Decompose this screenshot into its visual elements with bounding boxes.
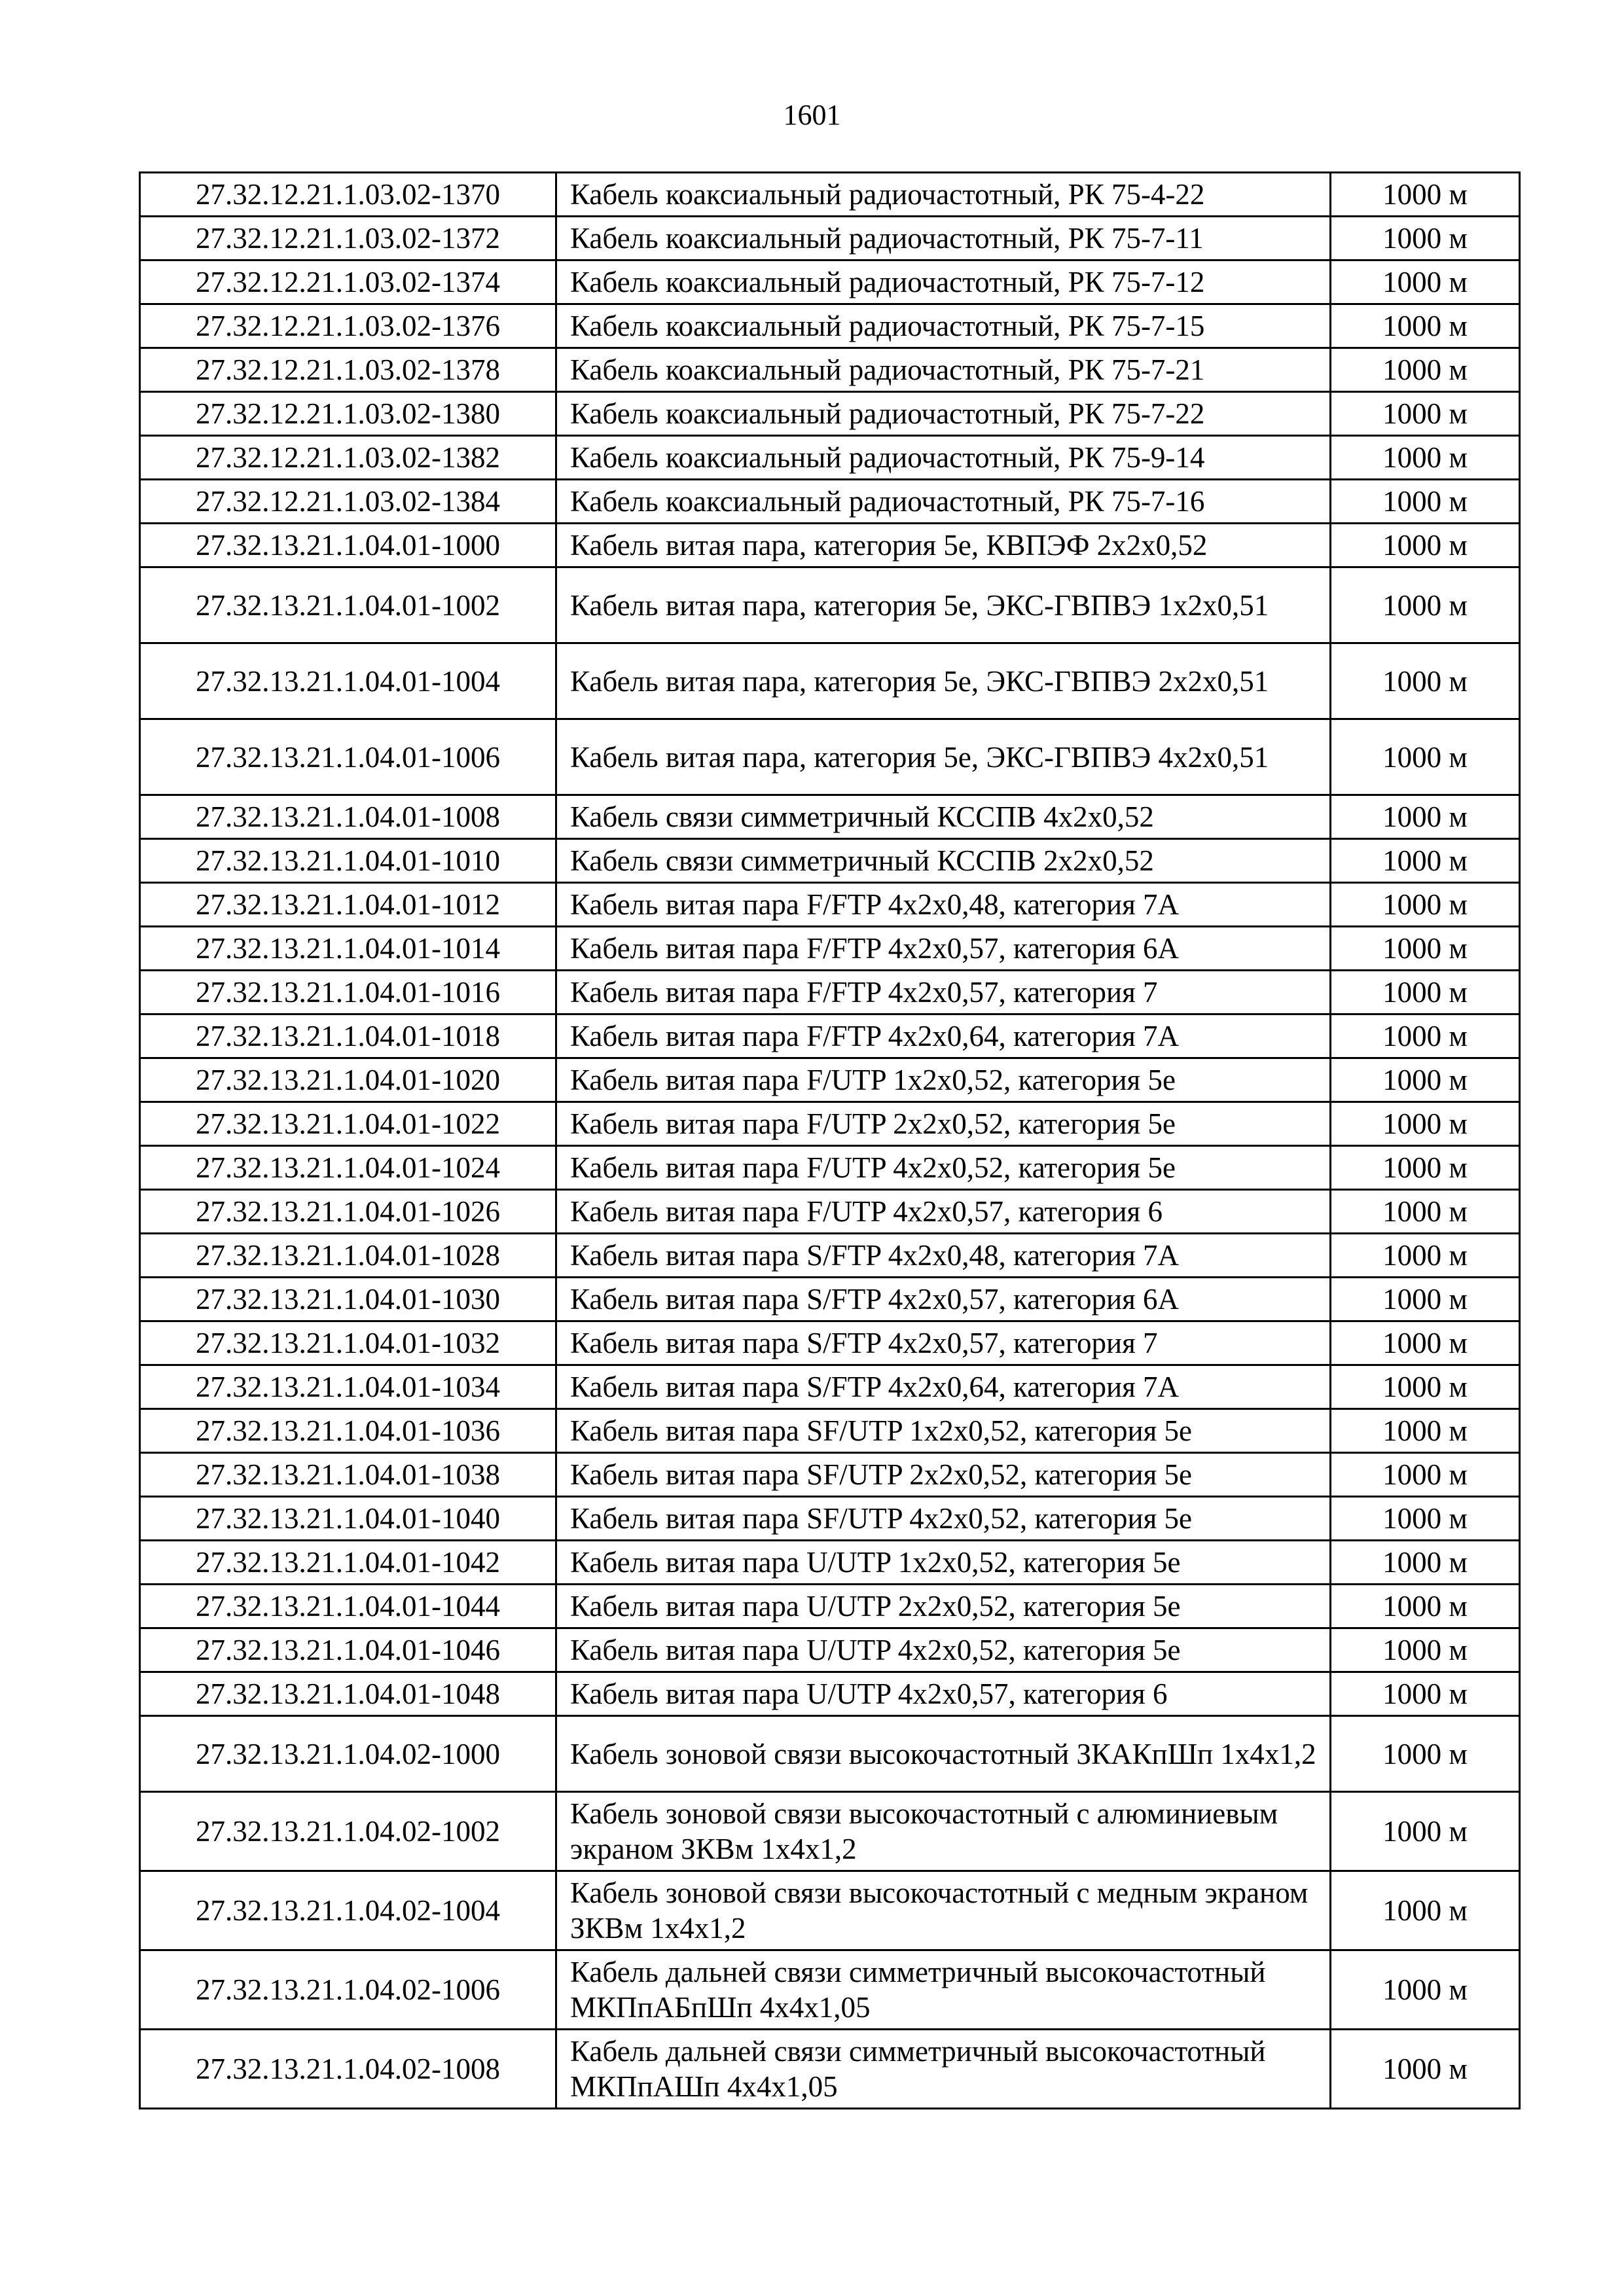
unit-cell: 1000 м — [1331, 643, 1520, 719]
resource-name-cell: Кабель дальней связи симметричный высокочастотный МКПпАШп 4х4х1,05 — [556, 2030, 1331, 2109]
table-row — [140, 524, 1520, 567]
resource-code-cell: 27.32.12.21.1.03.02-1370 — [140, 173, 556, 217]
resource-code-cell: 27.32.13.21.1.04.01-1018 — [140, 1014, 556, 1058]
unit-cell: 1000 м — [1331, 1102, 1520, 1146]
unit-cell: 1000 м — [1331, 348, 1520, 392]
resource-name-cell: Кабель витая пара S/FTP 4х2х0,48, категория 7А — [556, 1234, 1331, 1278]
resource-name-cell: Кабель витая пара, категория 5е, ЭКС-ГВПВЭ 4х2х0,51 — [556, 719, 1331, 795]
resource-name-cell: Кабель связи симметричный КССПВ 4х2х0,52 — [556, 795, 1331, 839]
table-row — [140, 1950, 1520, 2030]
table-row — [140, 1585, 1520, 1628]
unit-cell: 1000 м — [1331, 1278, 1520, 1321]
resource-name-cell: Кабель витая пара U/UTP 2х2х0,52, категория 5е — [556, 1585, 1331, 1628]
resource-code-cell: 27.32.12.21.1.03.02-1374 — [140, 260, 556, 304]
table-row — [140, 304, 1520, 348]
table-row — [140, 1321, 1520, 1365]
unit-cell: 1000 м — [1331, 480, 1520, 524]
resource-code-cell: 27.32.13.21.1.04.01-1026 — [140, 1190, 556, 1234]
unit-cell: 1000 м — [1331, 173, 1520, 217]
resource-name-cell: Кабель коаксиальный радиочастотный, РК 75-7-16 — [556, 480, 1331, 524]
resource-code-cell: 27.32.13.21.1.04.01-1004 — [140, 643, 556, 719]
resource-code-cell: 27.32.13.21.1.04.02-1008 — [140, 2030, 556, 2109]
table-row — [140, 1628, 1520, 1672]
table-row — [140, 217, 1520, 260]
table-row — [140, 643, 1520, 719]
resource-name-cell: Кабель витая пара F/UTP 4х2х0,57, категория 6 — [556, 1190, 1331, 1234]
resource-code-cell: 27.32.13.21.1.04.01-1006 — [140, 719, 556, 795]
page-number: 1601 — [783, 99, 841, 131]
unit-cell: 1000 м — [1331, 2030, 1520, 2109]
table-row — [140, 480, 1520, 524]
unit-cell: 1000 м — [1331, 1792, 1520, 1871]
resource-code-cell: 27.32.13.21.1.04.01-1046 — [140, 1628, 556, 1672]
resource-code-cell: 27.32.12.21.1.03.02-1382 — [140, 436, 556, 480]
resource-name-cell: Кабель витая пара U/UTP 4х2х0,52, категория 5е — [556, 1628, 1331, 1672]
resource-name-cell: Кабель коаксиальный радиочастотный, РК 75-9-14 — [556, 436, 1331, 480]
resource-name-cell: Кабель зоновой связи высокочастотный ЗКАКпШп 1х4х1,2 — [556, 1716, 1331, 1792]
resource-code-cell: 27.32.13.21.1.04.01-1010 — [140, 839, 556, 883]
table-row — [140, 1146, 1520, 1190]
table-row — [140, 883, 1520, 927]
unit-cell: 1000 м — [1331, 1146, 1520, 1190]
table-row — [140, 348, 1520, 392]
resource-name-cell: Кабель витая пара U/UTP 1х2х0,52, категория 5е — [556, 1541, 1331, 1585]
table-row — [140, 927, 1520, 971]
resource-code-cell: 27.32.13.21.1.04.01-1036 — [140, 1409, 556, 1453]
table-row — [140, 567, 1520, 643]
table-row — [140, 1365, 1520, 1409]
resource-name-cell: Кабель связи симметричный КССПВ 2х2х0,52 — [556, 839, 1331, 883]
resource-name-cell: Кабель витая пара, категория 5е, ЭКС-ГВПВЭ 2х2х0,51 — [556, 643, 1331, 719]
unit-cell: 1000 м — [1331, 1541, 1520, 1585]
unit-cell: 1000 м — [1331, 719, 1520, 795]
table-row — [140, 1497, 1520, 1541]
resource-name-cell: Кабель зоновой связи высокочастотный с медным экраном ЗКВм 1х4х1,2 — [556, 1871, 1331, 1950]
table-row — [140, 1792, 1520, 1871]
resource-code-cell: 27.32.13.21.1.04.01-1034 — [140, 1365, 556, 1409]
resource-code-cell: 27.32.13.21.1.04.01-1014 — [140, 927, 556, 971]
table-row — [140, 260, 1520, 304]
resource-name-cell: Кабель витая пара, категория 5е, КВПЭФ 2х2х0,52 — [556, 524, 1331, 567]
resource-code-cell: 27.32.13.21.1.04.02-1006 — [140, 1950, 556, 2030]
resource-code-cell: 27.32.12.21.1.03.02-1384 — [140, 480, 556, 524]
resource-code-cell: 27.32.13.21.1.04.01-1048 — [140, 1672, 556, 1716]
unit-cell: 1000 м — [1331, 1058, 1520, 1102]
unit-cell: 1000 м — [1331, 971, 1520, 1014]
resource-table — [139, 171, 1521, 2109]
resource-code-cell: 27.32.13.21.1.04.01-1002 — [140, 567, 556, 643]
table-row — [140, 1541, 1520, 1585]
resource-code-cell: 27.32.12.21.1.03.02-1376 — [140, 304, 556, 348]
resource-code-cell: 27.32.12.21.1.03.02-1372 — [140, 217, 556, 260]
table-row — [140, 839, 1520, 883]
unit-cell: 1000 м — [1331, 1716, 1520, 1792]
resource-code-cell: 27.32.12.21.1.03.02-1380 — [140, 392, 556, 436]
table-row — [140, 1672, 1520, 1716]
unit-cell: 1000 м — [1331, 304, 1520, 348]
unit-cell: 1000 м — [1331, 1321, 1520, 1365]
resource-name-cell: Кабель коаксиальный радиочастотный, РК 75-7-21 — [556, 348, 1331, 392]
unit-cell: 1000 м — [1331, 1014, 1520, 1058]
table-body — [140, 173, 1520, 2109]
table-row — [140, 1453, 1520, 1497]
resource-name-cell: Кабель витая пара F/UTP 1х2х0,52, категория 5е — [556, 1058, 1331, 1102]
unit-cell: 1000 м — [1331, 1628, 1520, 1672]
table-row — [140, 1871, 1520, 1950]
resource-name-cell: Кабель коаксиальный радиочастотный, РК 75-7-22 — [556, 392, 1331, 436]
resource-name-cell: Кабель коаксиальный радиочастотный, РК 75-7-11 — [556, 217, 1331, 260]
resource-code-cell: 27.32.13.21.1.04.02-1002 — [140, 1792, 556, 1871]
table-row — [140, 1278, 1520, 1321]
table-row — [140, 971, 1520, 1014]
resource-name-cell: Кабель витая пара, категория 5е, ЭКС-ГВПВЭ 1х2х0,51 — [556, 567, 1331, 643]
unit-cell: 1000 м — [1331, 1950, 1520, 2030]
unit-cell: 1000 м — [1331, 1497, 1520, 1541]
unit-cell: 1000 м — [1331, 524, 1520, 567]
resource-name-cell: Кабель витая пара U/UTP 4х2х0,57, категория 6 — [556, 1672, 1331, 1716]
resource-code-cell: 27.32.13.21.1.04.01-1000 — [140, 524, 556, 567]
resource-code-cell: 27.32.13.21.1.04.01-1020 — [140, 1058, 556, 1102]
unit-cell: 1000 м — [1331, 1871, 1520, 1950]
unit-cell: 1000 м — [1331, 883, 1520, 927]
table-row — [140, 1102, 1520, 1146]
resource-code-cell: 27.32.13.21.1.04.01-1040 — [140, 1497, 556, 1541]
unit-cell: 1000 м — [1331, 392, 1520, 436]
unit-cell: 1000 м — [1331, 217, 1520, 260]
unit-cell: 1000 м — [1331, 927, 1520, 971]
table-row — [140, 436, 1520, 480]
resource-code-cell: 27.32.13.21.1.04.01-1038 — [140, 1453, 556, 1497]
unit-cell: 1000 м — [1331, 1585, 1520, 1628]
table-row — [140, 1014, 1520, 1058]
resource-name-cell: Кабель коаксиальный радиочастотный, РК 75-4-22 — [556, 173, 1331, 217]
unit-cell: 1000 м — [1331, 436, 1520, 480]
resource-name-cell: Кабель витая пара F/FTP 4х2х0,48, категория 7А — [556, 883, 1331, 927]
resource-code-cell: 27.32.13.21.1.04.01-1016 — [140, 971, 556, 1014]
unit-cell: 1000 м — [1331, 1409, 1520, 1453]
resource-code-cell: 27.32.13.21.1.04.01-1024 — [140, 1146, 556, 1190]
resource-name-cell: Кабель зоновой связи высокочастотный с алюминиевым экраном ЗКВм 1х4х1,2 — [556, 1792, 1331, 1871]
resource-code-cell: 27.32.13.21.1.04.01-1012 — [140, 883, 556, 927]
table-row — [140, 1190, 1520, 1234]
resource-name-cell: Кабель витая пара F/UTP 4х2х0,52, категория 5е — [556, 1146, 1331, 1190]
resource-code-cell: 27.32.13.21.1.04.01-1032 — [140, 1321, 556, 1365]
unit-cell: 1000 м — [1331, 1672, 1520, 1716]
resource-name-cell: Кабель витая пара S/FTP 4х2х0,57, категория 6А — [556, 1278, 1331, 1321]
table-row — [140, 1234, 1520, 1278]
resource-name-cell: Кабель витая пара F/FTP 4х2х0,57, категория 7 — [556, 971, 1331, 1014]
resource-name-cell: Кабель витая пара F/FTP 4х2х0,64, категория 7А — [556, 1014, 1331, 1058]
resource-code-cell: 27.32.13.21.1.04.01-1030 — [140, 1278, 556, 1321]
resource-code-cell: 27.32.13.21.1.04.01-1008 — [140, 795, 556, 839]
table-row — [140, 1409, 1520, 1453]
resource-name-cell: Кабель дальней связи симметричный высокочастотный МКПпАБпШп 4х4х1,05 — [556, 1950, 1331, 2030]
resource-code-cell: 27.32.13.21.1.04.01-1042 — [140, 1541, 556, 1585]
unit-cell: 1000 м — [1331, 795, 1520, 839]
resource-name-cell: Кабель витая пара F/FTP 4х2х0,57, категория 6А — [556, 927, 1331, 971]
resource-name-cell: Кабель витая пара S/FTP 4х2х0,57, категория 7 — [556, 1321, 1331, 1365]
unit-cell: 1000 м — [1331, 1365, 1520, 1409]
resource-code-cell: 27.32.13.21.1.04.01-1028 — [140, 1234, 556, 1278]
resource-name-cell: Кабель витая пара F/UTP 2х2х0,52, категория 5е — [556, 1102, 1331, 1146]
table-row — [140, 2030, 1520, 2109]
resource-name-cell: Кабель коаксиальный радиочастотный, РК 75-7-15 — [556, 304, 1331, 348]
resource-code-cell: 27.32.13.21.1.04.01-1022 — [140, 1102, 556, 1146]
unit-cell: 1000 м — [1331, 1190, 1520, 1234]
resource-code-cell: 27.32.13.21.1.04.01-1044 — [140, 1585, 556, 1628]
table-row — [140, 173, 1520, 217]
table-row — [140, 795, 1520, 839]
table-row — [140, 392, 1520, 436]
resource-code-cell: 27.32.13.21.1.04.02-1000 — [140, 1716, 556, 1792]
resource-name-cell: Кабель витая пара SF/UTP 2х2х0,52, категория 5е — [556, 1453, 1331, 1497]
resource-name-cell: Кабель витая пара SF/UTP 4х2х0,52, категория 5е — [556, 1497, 1331, 1541]
unit-cell: 1000 м — [1331, 839, 1520, 883]
table-row — [140, 1716, 1520, 1792]
unit-cell: 1000 м — [1331, 1234, 1520, 1278]
resource-code-cell: 27.32.12.21.1.03.02-1378 — [140, 348, 556, 392]
resource-name-cell: Кабель витая пара SF/UTP 1х2х0,52, категория 5е — [556, 1409, 1331, 1453]
unit-cell: 1000 м — [1331, 1453, 1520, 1497]
unit-cell: 1000 м — [1331, 567, 1520, 643]
resource-code-cell: 27.32.13.21.1.04.02-1004 — [140, 1871, 556, 1950]
resource-name-cell: Кабель витая пара S/FTP 4х2х0,64, категория 7А — [556, 1365, 1331, 1409]
resource-name-cell: Кабель коаксиальный радиочастотный, РК 75-7-12 — [556, 260, 1331, 304]
table-row — [140, 1058, 1520, 1102]
unit-cell: 1000 м — [1331, 260, 1520, 304]
table-row — [140, 719, 1520, 795]
